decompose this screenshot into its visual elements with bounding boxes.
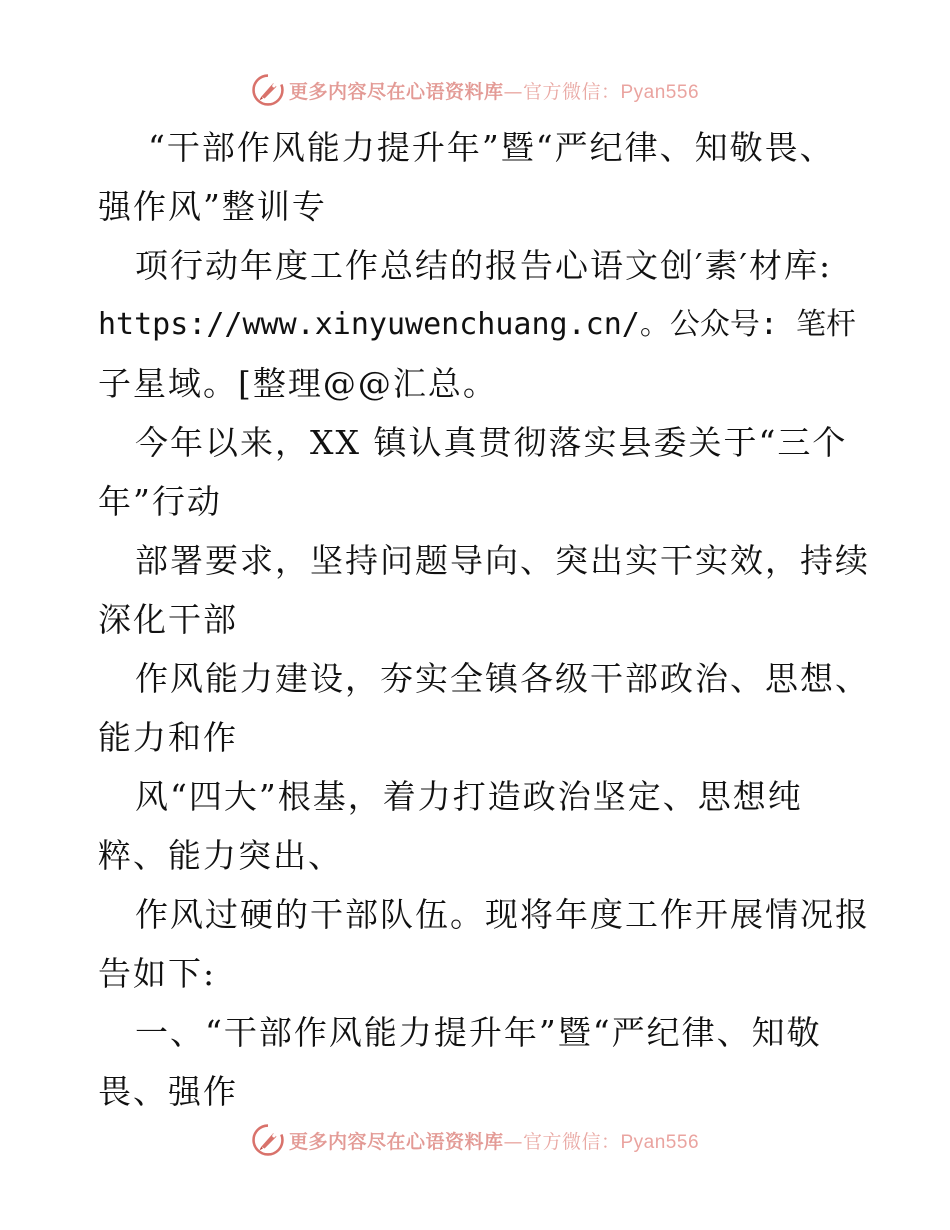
watermark-main: 更多内容尽在心语资料库	[288, 1130, 504, 1153]
paragraph-line: 子星域。[整理@@汇总。	[98, 364, 498, 403]
watermark-official: 官方微信：	[522, 1130, 621, 1153]
paragraph-line: 能力和作	[98, 718, 238, 757]
paragraph-line: 部署要求，坚持问题导向、突出实干实效，持续	[135, 541, 870, 580]
title-line-1: “干部作风能力提升年”暨“严纪律、知敬畏、	[148, 128, 835, 167]
footer-watermark	[0, 1120, 950, 1160]
paragraph-line: 风“四大”根基，着力打造政治坚定、思想纯	[135, 777, 803, 816]
paragraph-line: 作风能力建设，夯实全镇各级干部政治、思想、	[135, 659, 870, 698]
paragraph-line: 今年以来，XX 镇认真贯彻落实县委关于“三个	[135, 423, 848, 462]
watermark-wechat-id: Pyan556	[620, 1131, 700, 1153]
paragraph-line: 项行动年度工作总结的报告心语文创′素′材库:	[135, 246, 833, 285]
watermark-dash: —	[503, 1130, 523, 1153]
watermark-main: 更多内容尽在心语资料库	[288, 80, 504, 103]
url-line: https://www.xinyuwenchuang.cn/。公众号: 笔杆	[98, 307, 856, 342]
title-line-2: 强作风”整训专	[98, 187, 327, 226]
paragraph-line: 粹、能力突出、	[98, 836, 343, 875]
section-heading-line: 畏、强作	[98, 1072, 238, 1111]
section-heading-line: 一、“干部作风能力提升年”暨“严纪律、知敬	[135, 1013, 822, 1052]
paragraph-line: 年”行动	[98, 482, 222, 521]
document-body	[98, 118, 870, 1121]
paragraph-line: 告如下:	[98, 954, 217, 993]
watermark-official: 官方微信：	[522, 80, 621, 103]
watermark-dash: —	[503, 80, 523, 103]
watermark-wechat-id: Pyan556	[620, 81, 700, 103]
watermark-text	[289, 77, 699, 104]
paragraph-line: 深化干部	[98, 600, 238, 639]
pen-nib-logo-icon	[251, 73, 285, 107]
watermark-text	[289, 1127, 699, 1154]
paragraph-line: 作风过硬的干部队伍。现将年度工作开展情况报	[135, 895, 870, 934]
header-watermark	[0, 70, 950, 110]
pen-nib-logo-icon	[251, 1123, 285, 1157]
